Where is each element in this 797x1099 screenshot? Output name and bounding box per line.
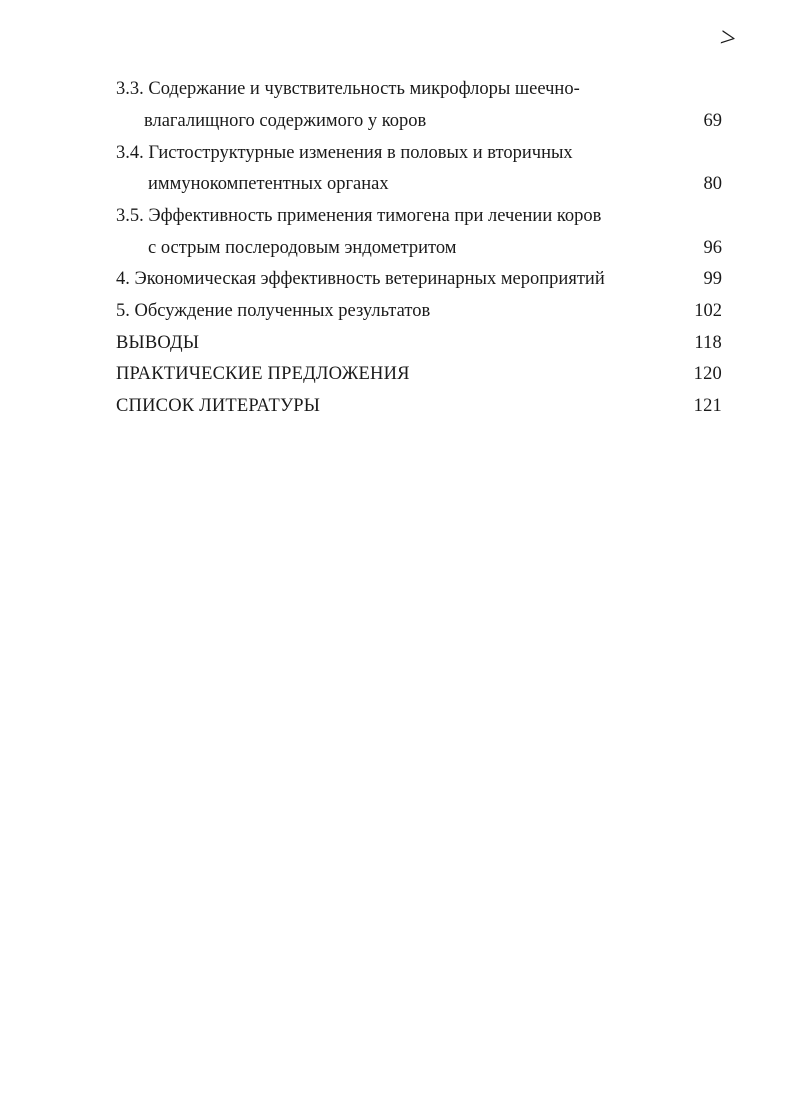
toc-page-number: 80 [703,174,722,194]
toc-entry-3-4-line-2 [0,169,797,199]
toc-entry-text: влагалищного содержимого у коров [144,111,427,131]
toc-entry-practical-proposals [0,359,797,389]
toc-entry-text: ВЫВОДЫ [116,333,200,353]
toc-entry-3-3-line-2 [0,106,797,136]
toc-entry-3-5-line-1 [0,201,797,231]
toc-page-number: 69 [703,111,722,131]
toc-entry-5 [0,296,797,326]
toc-entry-text: СПИСОК ЛИТЕРАТУРЫ [116,396,321,416]
handwritten-page-mark: > [718,22,739,55]
toc-page-number: 118 [694,333,722,353]
toc-page-number: 102 [694,301,722,321]
toc-page-number: 96 [703,238,722,258]
toc-entry-text: 4. Экономическая эффективность ветеринарных мероприятий [116,269,605,289]
toc-page-number: 121 [693,396,722,416]
toc-entry-text: 3.3. Содержание и чувствительность микрофлоры шеечно- [116,79,580,99]
toc-entry-3-3-line-1 [0,74,797,104]
toc-entry-3-4-line-1 [0,138,797,168]
toc-entry-3-5-line-2 [0,233,797,263]
toc-entry-text: 3.4. Гистоструктурные изменения в половых и вторичных [116,143,573,163]
toc-entry-text: 3.5. Эффективность применения тимогена при лечении коров [116,206,602,226]
toc-entry-text: ПРАКТИЧЕСКИЕ ПРЕДЛОЖЕНИЯ [116,364,410,384]
toc-page-number: 99 [703,269,722,289]
toc-entry-text: 5. Обсуждение полученных результатов [116,301,431,321]
toc-entry-conclusions [0,328,797,358]
toc-entry-text: иммунокомпетентных органах [148,174,389,194]
toc-entry-text: с острым послеродовым эндометритом [148,238,457,258]
toc-entry-4 [0,264,797,294]
toc-entry-references [0,391,797,421]
toc-page-number: 120 [693,364,722,384]
